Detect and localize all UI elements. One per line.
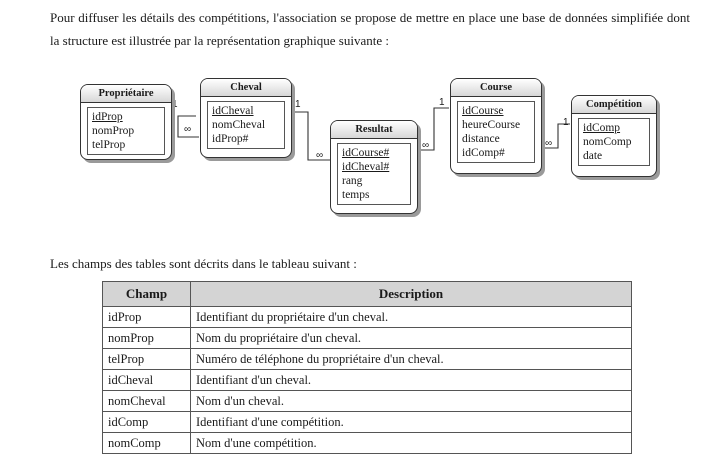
entity-proprietaire [80, 84, 172, 160]
entity-course-title: Course [451, 79, 541, 97]
link-cheval-resultat [292, 112, 330, 160]
entity-course [450, 78, 542, 174]
cell-description: Numéro de téléphone du propriétaire d'un cheval. [191, 349, 632, 370]
card-cheval-many: ∞ [184, 124, 192, 135]
card-resultat-many-right: ∞ [422, 140, 430, 151]
entity-resultat-title: Resultat [331, 121, 417, 139]
entity-resultat [330, 120, 418, 214]
table-row [103, 307, 632, 328]
card-course-many: ∞ [545, 138, 553, 149]
table-row [103, 391, 632, 412]
field-idcourse: idCourse [462, 105, 504, 117]
card-prop-one: 1 [172, 99, 178, 110]
field-rang: rang [342, 175, 363, 187]
header-description: Description [191, 282, 632, 307]
field-temps: temps [342, 189, 370, 201]
table-row [103, 412, 632, 433]
field-heurecourse: heureCourse [462, 119, 521, 131]
card-course-one: 1 [439, 97, 445, 108]
entity-proprietaire-title: Propriétaire [81, 85, 171, 103]
field-idcheval-fk: idCheval# [342, 161, 390, 173]
cell-description: Identifiant d'une compétition. [191, 412, 632, 433]
entity-cheval [200, 78, 292, 158]
cell-description: Nom d'une compétition. [191, 433, 632, 454]
cell-champ: idCheval [103, 370, 191, 391]
card-resultat-many-left: ∞ [316, 150, 324, 161]
table-row [103, 433, 632, 454]
field-idcomp-fk: idComp# [462, 147, 505, 159]
champs-table [102, 281, 632, 454]
field-telprop: telProp [92, 139, 126, 151]
cell-champ: nomCheval [103, 391, 191, 412]
cell-description: Identifiant d'un cheval. [191, 370, 632, 391]
field-idcomp: idComp [583, 122, 621, 134]
cell-champ: nomComp [103, 433, 191, 454]
cell-champ: idComp [103, 412, 191, 433]
intro-paragraph: Pour diffuser les détails des compétitions, l'association se propose de mettre en place une base de données simplifiée dont la structure est illustrée par la représentation graphique suivante : [50, 10, 690, 48]
table-header-row [103, 282, 632, 307]
field-idprop: idProp [92, 111, 123, 123]
cell-champ: telProp [103, 349, 191, 370]
cell-champ: nomProp [103, 328, 191, 349]
table-row [103, 328, 632, 349]
card-competition-one: 1 [563, 117, 569, 128]
entity-cheval-title: Cheval [201, 79, 291, 97]
cell-champ: idProp [103, 307, 191, 328]
entity-competition [571, 95, 657, 177]
cell-description: Nom du propriétaire d'un cheval. [191, 328, 632, 349]
cell-description: Identifiant du propriétaire d'un cheval. [191, 307, 632, 328]
field-idprop-fk: idProp# [212, 133, 249, 145]
field-idcheval: idCheval [212, 105, 254, 117]
field-nomcomp: nomComp [583, 136, 632, 148]
header-champ: Champ [103, 282, 191, 307]
field-nomcheval: nomCheval [212, 119, 266, 131]
table-row [103, 370, 632, 391]
field-distance: distance [462, 133, 500, 145]
cell-description: Nom d'un cheval. [191, 391, 632, 412]
card-cheval-one: 1 [295, 99, 301, 110]
field-idcourse-fk: idCourse# [342, 147, 390, 159]
table-row [103, 349, 632, 370]
entity-competition-title: Compétition [572, 96, 656, 114]
table-intro: Les champs des tables sont décrits dans le tableau suivant : [50, 256, 357, 271]
field-nomprop: nomProp [92, 125, 135, 137]
field-date: date [583, 150, 603, 162]
